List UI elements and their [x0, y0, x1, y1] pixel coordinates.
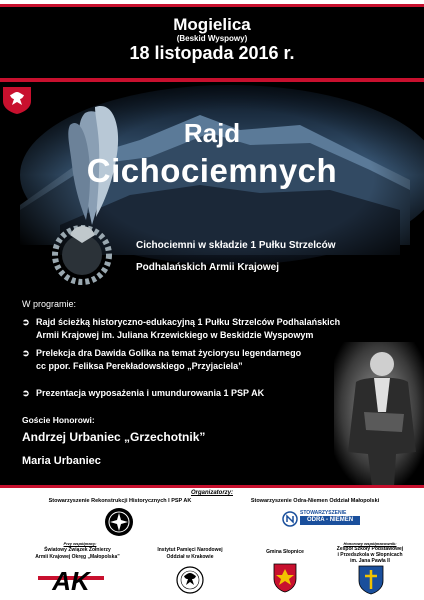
hero-tagline-line2: Podhalańskich Armii Krajowej — [136, 262, 280, 273]
hero-banner — [0, 85, 424, 292]
program-heading: W programie: — [22, 299, 77, 309]
odra-niemen-emblem — [282, 511, 298, 527]
ak-anchor-logo — [38, 566, 104, 596]
hero-title-line2: Cichociemnych — [86, 152, 338, 189]
event-date: 18 listopada 2016 r. — [129, 43, 295, 63]
organizer-2: Stowarzyszenie Odra-Niemen Oddział Małopolski — [250, 498, 380, 504]
program-item-2-line2: cc ppor. Feliksa Perekładowskiego „Przyjaciela” — [36, 360, 243, 371]
partner-1-line1: Światowy Związek Żołnierzy — [44, 547, 111, 553]
school-crest-logo — [358, 565, 384, 595]
program-item-1 — [22, 316, 340, 341]
partner-2-line2: Oddział w Krakowie — [166, 554, 214, 560]
program-band — [0, 292, 424, 485]
ipn-logo — [175, 565, 205, 595]
program-item-1-line2: Armii Krajowej im. Juliana Krzewickiego w Beskidzie Wyspowym — [36, 329, 314, 340]
arrow-icon: ➲ — [22, 317, 30, 327]
arrow-icon: ➲ — [22, 388, 30, 398]
hero-title-line1: Rajd — [183, 118, 241, 148]
polish-eagle-badge — [0, 85, 34, 115]
partner-4-line2: i Przedszkola w Słopnicach — [337, 552, 403, 558]
partner-4-heading: Honorowy współpracownik: — [343, 541, 397, 546]
guest-2: Maria Urbaniec — [22, 455, 101, 467]
event-subplace: (Beskid Wyspowy) — [176, 34, 248, 43]
gmina-crest-logo — [273, 563, 297, 593]
soldier-photo — [334, 342, 424, 485]
arrow-icon: ➲ — [22, 348, 30, 358]
odra-niemen-logo-line2: ODRA - NIEMEN — [300, 516, 360, 525]
partner-2-line1: Instytut Pamięci Narodowej — [157, 547, 223, 553]
header-band — [0, 7, 424, 85]
program-item-3 — [22, 387, 264, 400]
partner-4-line1: Zespół Szkoły Podstawowej — [336, 546, 404, 552]
event-place: Mogielica — [173, 15, 251, 34]
program-item-2-line1: Prelekcja dra Dawida Golika na temat życiorysu legendarnego — [36, 348, 302, 358]
guest-1: Andrzej Urbaniec „Grzechotnik” — [22, 430, 206, 444]
partner-1-line2: Armii Krajowej Okręg „Małopolska” — [35, 554, 120, 560]
bottom-red-stripe — [0, 485, 424, 488]
partners-heading: Przy współpracy: — [63, 541, 97, 546]
program-item-1-line1: Rajd ścieżką historyczno-edukacyjną 1 Pułku Strzelców Podhalańskich — [36, 317, 341, 327]
organizers-heading: Organizatorzy: — [190, 490, 233, 496]
organizer-1: Stowarzyszenie Rekonstrukcji Historycznych I PSP AK — [48, 498, 192, 504]
rekonstrukcja-logo — [104, 507, 134, 537]
partner-4-line3: im. Jana Pawła II — [350, 558, 390, 564]
program-item-2 — [22, 347, 301, 372]
ak-logo-text: AK — [52, 566, 90, 596]
header-red-stripe — [0, 78, 424, 82]
guests-heading: Goście Honorowi: — [22, 415, 95, 425]
odra-niemen-logo-line1: STOWARZYSZENIE — [300, 510, 347, 516]
program-item-3-line1: Prezentacja wyposażenia i umundurowania 1 PSP AK — [36, 388, 265, 398]
hero-tagline-line1: Cichociemni w składzie 1 Pułku Strzelców — [136, 240, 336, 251]
partner-3: Gmina Słopnice — [266, 549, 304, 555]
